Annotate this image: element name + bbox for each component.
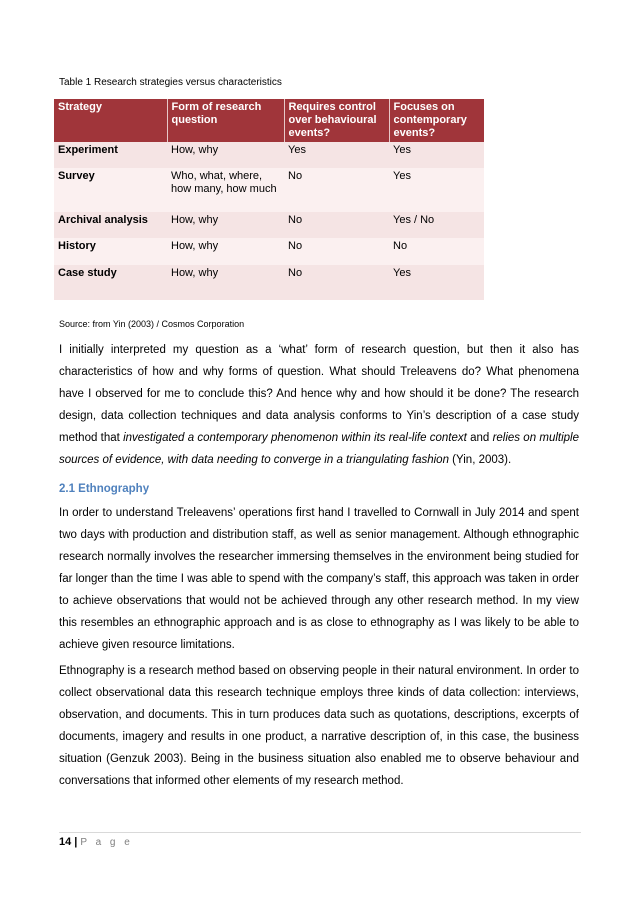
paragraph-text: (Yin, 2003).	[448, 454, 512, 466]
table-cell: How, why	[167, 212, 284, 238]
footer-divider	[59, 832, 581, 833]
table-row	[54, 265, 484, 300]
table-cell: Case study	[54, 265, 167, 300]
table-cell: Yes	[389, 168, 484, 212]
table-row	[54, 212, 484, 238]
table-cell: History	[54, 238, 167, 265]
table-cell: Yes	[284, 142, 389, 168]
table-cell: Archival analysis	[54, 212, 167, 238]
paragraph-ethnography-method: Ethnography is a research method based on observing people in their natural environment. In order to collect observational data this research technique employs three kinds of data collection: interviews, observation, and documents. This in turn produces data such as quotations, descriptions, excerpts of documents, imagery and results in one product, a narrative description of, in this case, the business situation (Genzuk 2003). Being in the business situation also enabled me to observe behaviour and conversations that informed other elements of my research method.	[59, 665, 579, 787]
table-cell: No	[389, 238, 484, 265]
table-cell: How, why	[167, 142, 284, 168]
table-cell: No	[284, 238, 389, 265]
table-source: Source: from Yin (2003) / Cosmos Corporation	[59, 319, 245, 329]
page-number: 14	[59, 836, 72, 848]
header-strategy: Strategy	[54, 99, 167, 142]
table-cell: Survey	[54, 168, 167, 212]
paragraph-case-study	[59, 339, 579, 471]
header-form-of-question: Form of research question	[167, 99, 284, 142]
table-cell: No	[284, 212, 389, 238]
table-caption: Table 1 Research strategies versus characteristics	[59, 77, 282, 88]
table-cell: No	[284, 168, 389, 212]
section-heading: 2.1 Ethnography	[59, 483, 150, 495]
paragraph-text: I initially interpreted my question as a ‘what’ form of research question, but then it also has characteristics of how and why forms of question. What should Treleavens do? What phenomena have I observed for me to conclude this? And hence why and how should it be done? The research design, data collection techniques and data analysis conforms to Yin’s description of a case study method that	[59, 344, 579, 444]
paragraph-text: and	[466, 432, 493, 444]
page-footer	[59, 836, 133, 848]
italic-quote: investigated a contemporary phenomenon within its real-life context	[123, 432, 467, 444]
header-requires-control: Requires control over behavioural events?	[284, 99, 389, 142]
header-focuses-contemporary: Focuses on contemporary events?	[389, 99, 484, 142]
table-cell: Yes	[389, 142, 484, 168]
table-cell: Experiment	[54, 142, 167, 168]
table-row	[54, 238, 484, 265]
table-cell: How, why	[167, 265, 284, 300]
table-header-row	[54, 99, 484, 142]
paragraph-ethnography-visit: In order to understand Treleavens’ operations first hand I travelled to Cornwall in July 2014 and spent two days with production and distribution staff, as well as senior management. Although ethnographic research normally involves the researcher immersing themselves in the environment being studied for far longer than the time I was able to spend with the company’s staff, this approach was taken in order to achieve observations that would not be achieved through any other research method. In my view this resembles an ethnographic approach and is as close to ethnography as I was likely to be able to achieve given resource limitations.	[59, 507, 579, 651]
table-cell: How, why	[167, 238, 284, 265]
table-row	[54, 168, 484, 212]
table-cell: Yes	[389, 265, 484, 300]
page-label: P a g e	[80, 837, 133, 848]
table-row	[54, 142, 484, 168]
italic-quote: relies on multiple sources of evidence, with data needing to converge in a triangulating fashion	[59, 432, 579, 466]
table-cell: No	[284, 265, 389, 300]
footer-separator: |	[74, 836, 78, 848]
table-cell: Who, what, where, how many, how much	[167, 168, 284, 212]
table-cell: Yes / No	[389, 212, 484, 238]
research-strategies-table	[54, 99, 484, 300]
